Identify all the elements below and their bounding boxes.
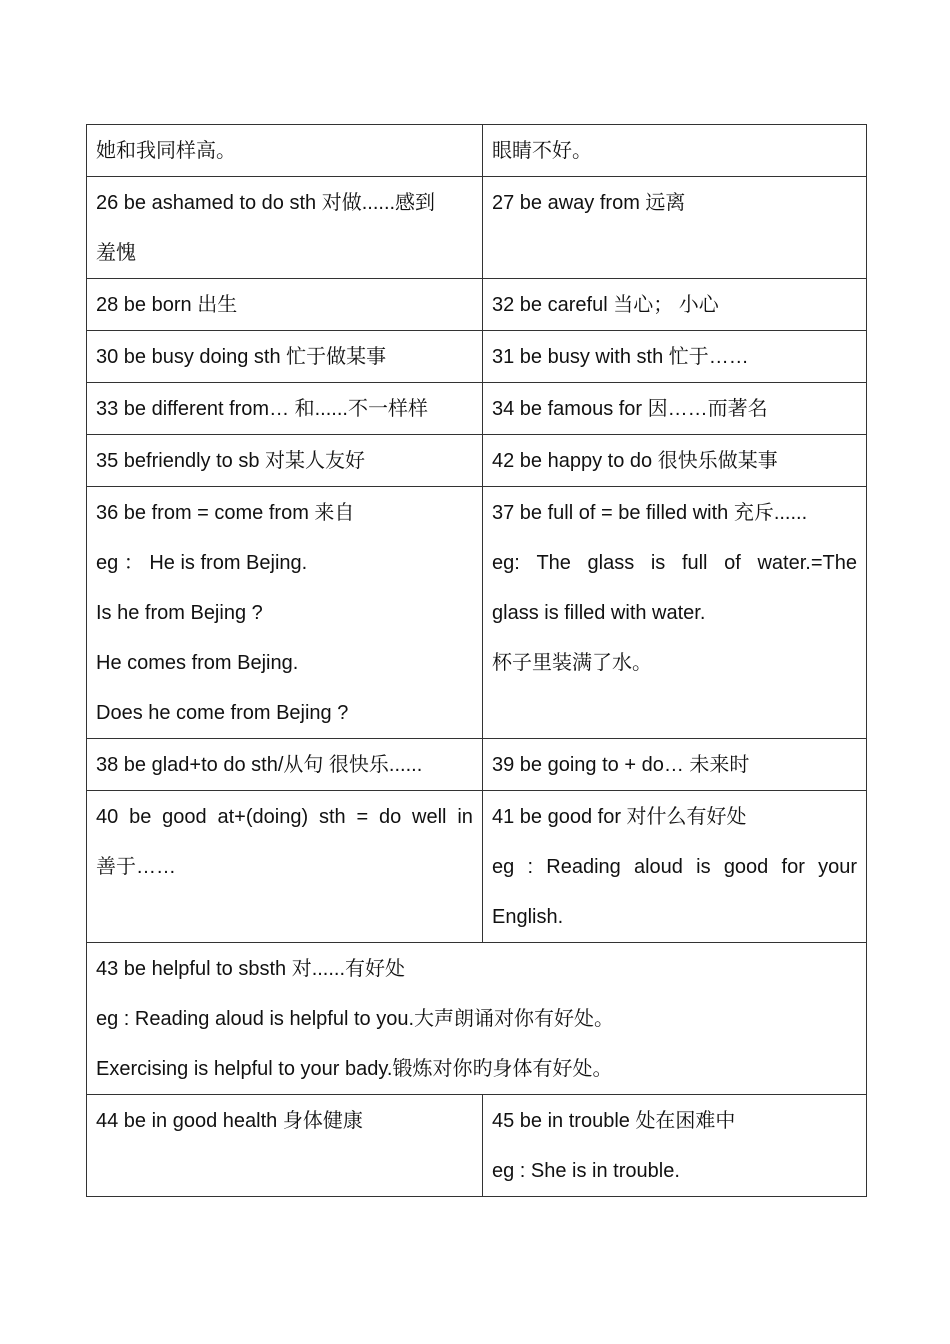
justified-word: your (818, 856, 857, 878)
cell-text-line: 30 be busy doing sth 忙于做某事 (96, 346, 387, 368)
cell-text-line: 杯子里装满了水。 (492, 652, 652, 674)
justified-word: be (129, 806, 152, 828)
cell-text-line: 41 be good for 对什么有好处 (492, 806, 747, 828)
table-row (87, 383, 867, 435)
cell-text-line: glass is filled with water. (492, 602, 706, 624)
cell-text-line: 39 be going to + do… 未来时 (492, 754, 750, 776)
cell-text-line: 35 befriendly to sb 对某人友好 (96, 450, 365, 472)
vocabulary-table (86, 124, 867, 1197)
cell-text-line: 42 be happy to do 很快乐做某事 (492, 450, 778, 472)
justified-word: good (162, 806, 207, 828)
justified-word: of (724, 552, 741, 574)
table-cell-right (483, 125, 867, 177)
justified-word: sth (318, 806, 346, 828)
justified-word: water.=The (757, 552, 857, 574)
cell-text-line: 羞愧 (96, 242, 136, 264)
justified-word: in (457, 806, 473, 828)
table-row (87, 943, 867, 1095)
cell-text-line: 33 be different from… 和......不一样样 (96, 398, 428, 420)
table-cell-right (483, 383, 867, 435)
justified-word: well (412, 806, 447, 828)
table-cell-right (483, 435, 867, 487)
cell-text-line: 38 be glad+to do sth/从句 很快乐...... (96, 754, 423, 776)
cell-text-line: 32 be careful 当心； 小心 (492, 294, 719, 316)
cell-text-line-justified (492, 538, 857, 588)
justified-word: good (723, 856, 769, 878)
cell-text-line: eg : Reading aloud is helpful to you.大声朗诵对你有好处。 (96, 1008, 614, 1030)
justified-word: Reading (546, 856, 621, 878)
justified-word: for (781, 856, 805, 878)
justified-word: do (378, 806, 402, 828)
cell-text-line-justified (492, 842, 857, 892)
table-row (87, 1095, 867, 1197)
table-row (87, 435, 867, 487)
justified-word: : (527, 856, 534, 878)
cell-text-line-justified (96, 792, 473, 842)
table-cell-right (483, 791, 867, 943)
table-cell-left (87, 435, 483, 487)
cell-text-line: 36 be from = come from 来自 (96, 502, 355, 524)
cell-text-line: 44 be in good health 身体健康 (96, 1110, 363, 1132)
justified-word: is (696, 856, 711, 878)
table-row (87, 791, 867, 943)
cell-text-line: eg : She is in trouble. (492, 1160, 680, 1182)
table-row (87, 279, 867, 331)
table-row (87, 177, 867, 279)
table-cell-right (483, 1095, 867, 1197)
table-row (87, 331, 867, 383)
table-row (87, 739, 867, 791)
table-cell-left (87, 383, 483, 435)
cell-text-line: Does he come from Bejing ? (96, 702, 349, 724)
justified-word: The (536, 552, 571, 574)
cell-text-line: 眼睛不好。 (492, 140, 592, 162)
justified-word: = (356, 806, 369, 828)
cell-text-line: eg ： He is from Bejing. (96, 552, 308, 574)
cell-text-line: 45 be in trouble 处在困难中 (492, 1110, 736, 1132)
cell-text-line: 她和我同样高。 (96, 140, 236, 162)
table-cell-left (87, 125, 483, 177)
table-cell-left (87, 279, 483, 331)
cell-text-line: 31 be busy with sth 忙于…… (492, 346, 749, 368)
justified-word: 40 (96, 806, 119, 828)
cell-text-line: English. (492, 906, 564, 928)
cell-text-line: Is he from Bejing ? (96, 602, 263, 624)
table-cell-left (87, 331, 483, 383)
table-cell-left (87, 739, 483, 791)
table-cell-left (87, 1095, 483, 1197)
cell-text-line: 28 be born 出生 (96, 294, 238, 316)
table-cell-left (87, 177, 483, 279)
justified-word: eg (492, 856, 515, 878)
cell-text-line: 37 be full of = be filled with 充斥...... (492, 502, 808, 524)
justified-word: eg: (492, 552, 520, 574)
cell-text-line: He comes from Bejing. (96, 652, 299, 674)
cell-text-line: 善于…… (96, 856, 176, 878)
table-cell-right (483, 739, 867, 791)
table-row (87, 125, 867, 177)
table-row (87, 487, 867, 739)
table-cell-right (483, 487, 867, 739)
cell-text-line: 26 be ashamed to do sth 对做......感到 (96, 192, 436, 214)
cell-text-line: Exercising is helpful to your bady.锻炼对你旳身体有好处。 (96, 1058, 613, 1080)
justified-word: aloud (633, 856, 683, 878)
table-cell-left (87, 791, 483, 943)
cell-text-line: 27 be away from 远离 (492, 192, 686, 214)
justified-word: at+(doing) (217, 806, 309, 828)
cell-text-line: 34 be famous for 因……而著名 (492, 398, 768, 420)
justified-word: glass (587, 552, 635, 574)
table-cell-right (483, 279, 867, 331)
table-cell-merged (87, 943, 867, 1095)
table-cell-right (483, 177, 867, 279)
table-cell-right (483, 331, 867, 383)
table-cell-left (87, 487, 483, 739)
justified-word: full (681, 552, 708, 574)
cell-text-line: 43 be helpful to sbsth 对......有好处 (96, 958, 406, 980)
justified-word: is (650, 552, 666, 574)
